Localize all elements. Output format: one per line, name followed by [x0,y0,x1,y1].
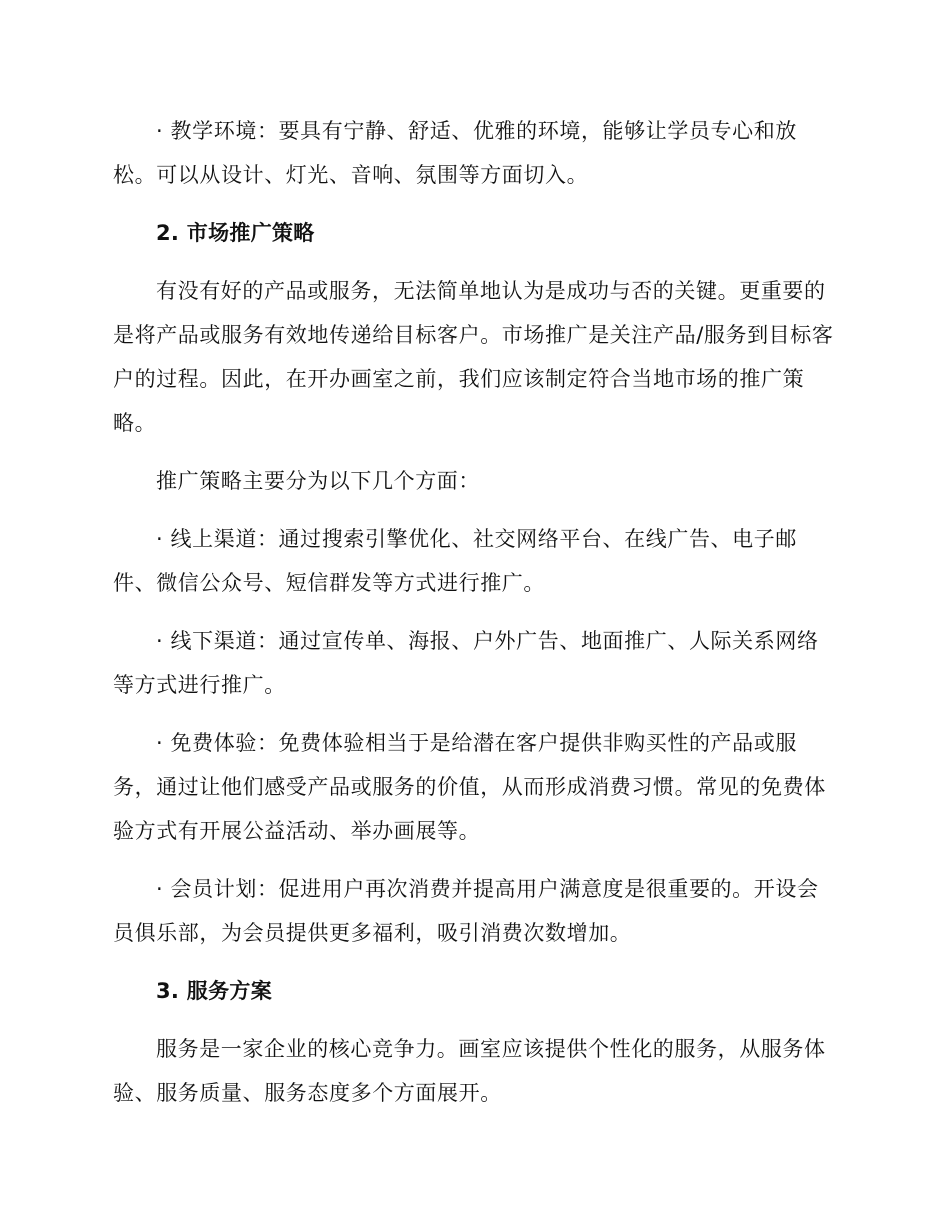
spacer [113,853,837,867]
spacer [113,503,837,517]
paragraph-service-plan: 服务是一家企业的核心竞争力。画室应该提供个性化的服务，从服务体验、服务质量、服务态度多个方面展开。 [113,1037,826,1105]
spacer [113,197,837,211]
paragraph-marketing-intro: 有没有好的产品或服务，无法简单地认为是成功与否的关键。更重要的是将产品或服务有效地传递给目标客户。市场推广是关注产品/服务到目标客户的过程。因此，在开办画室之前，我们应该制定符合当地市场的推广策略。 [113,279,834,435]
spacer [113,255,837,269]
bullet-online-channels: · 线上渠道：通过搜索引擎优化、社交网络平台、在线广告、电子邮件、微信公众号、短信群发等方式进行推广。 [113,527,797,595]
section-heading-marketing-strategy: 2. 市场推广策略 [156,221,315,245]
document-body [113,109,837,1115]
spacer [113,707,837,721]
section-heading-service-plan: 3. 服务方案 [156,979,272,1003]
bullet-membership-plan: · 会员计划：促进用户再次消费并提高用户满意度是很重要的。开设会员俱乐部，为会员提供更多福利，吸引消费次数增加。 [113,877,819,945]
spacer [113,445,837,459]
spacer [113,1013,837,1027]
bullet-teaching-environment: · 教学环境：要具有宁静、舒适、优雅的环境，能够让学员专心和放松。可以从设计、灯光、音响、氛围等方面切入。 [113,119,797,187]
spacer [113,605,837,619]
bullet-offline-channels: · 线下渠道：通过宣传单、海报、户外广告、地面推广、人际关系网络等方式进行推广。 [113,629,819,697]
spacer [113,955,837,969]
paragraph-strategy-aspects: 推广策略主要分为以下几个方面： [156,469,480,493]
bullet-free-trial: · 免费体验：免费体验相当于是给潜在客户提供非购买性的产品或服务，通过让他们感受产品或服务的价值，从而形成消费习惯。常见的免费体验方式有开展公益活动、举办画展等。 [113,731,826,843]
